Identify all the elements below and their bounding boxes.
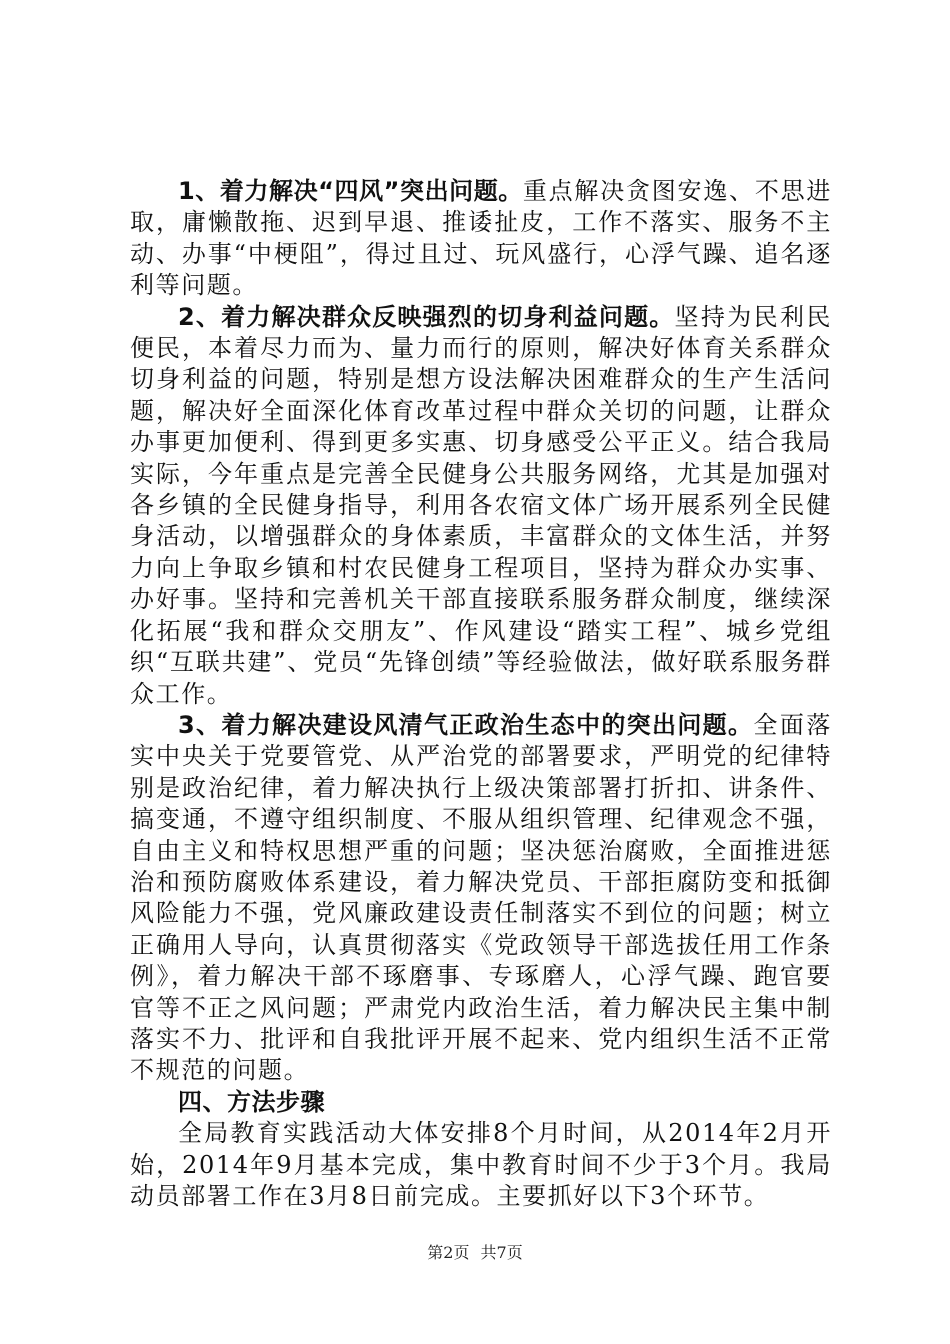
paragraph-lead: 2、着力解决群众反映强烈的切身利益问题。: [178, 302, 675, 331]
page-footer: [0, 1240, 950, 1263]
final-paragraph: 全局教育实践活动大体安排8个月时间，从2014年2月开始，2014年9月基本完成，集中教育时间不少于3个月。我局动员部署工作在3月8日前完成。主要抓好以下3个环节。: [130, 1119, 832, 1210]
paragraph-item-2: [130, 302, 832, 710]
paragraph-text: 重点解决贪图安逸、不思进取，庸懒散拖、迟到早退、推诿扯皮，工作不落实、服务不主动、办事“中梗阻”，得过且过、玩风盛行，心浮气躁、追名逐利等问题。: [130, 177, 832, 300]
page-total: 共7页: [480, 1243, 523, 1262]
paragraph-text: 坚持为民利民便民，本着尽力而为、量力而行的原则，解决好体育关系群众切身利益的问题，特别是想方设法解决困难群众的生产生活问题，解决好全面深化体育改革过程中群众关切的问题，让群众办事更加便利、得到更多实惠、切身感受公平正义。结合我局实际，今年重点是完善全民健身公共服务网络，尤其是加强对各乡镇的全民健身指导，利用各农宿文体广场开展系列全民健身活动，以增强群众的身体素质，丰富群众的文体生活，并努力向上争取乡镇和村农民健身工程项目，坚持为群众办实事、办好事。坚持和完善机关干部直接联系服务群众制度，继续深化拓展“我和群众交朋友”、作风建设“踏实工程”、城乡党组织“互联共建”、党员“先锋创绩”等经验做法，做好联系服务群众工作。: [130, 302, 832, 708]
paragraph-item-1: [130, 176, 832, 302]
paragraph-text: 全面落实中央关于党要管党、从严治党的部署要求，严明党的纪律特别是政治纪律，着力解决执行上级决策部署打折扣、讲条件、搞变通，不遵守组织制度、不服从组织管理、纪律观念不强，自由主义和特权思想严重的问题；坚决惩治腐败，全面推进惩治和预防腐败体系建设，着力解决党员、干部拒腐防变和抵御风险能力不强，党风廉政建设责任制落实不到位的问题；树立正确用人导向，认真贯彻落实《党政领导干部选拔任用工作条例》，着力解决干部不琢磨事、专琢磨人，心浮气躁、跑官要官等不正之风问题；严肃党内政治生活，着力解决民主集中制落实不力、批评和自我批评开展不起来、党内组织生活不正常不规范的问题。: [130, 710, 832, 1085]
page-number: 第2页: [427, 1243, 470, 1262]
paragraph-lead: 3、着力解决建设风清气正政治生态中的突出问题。: [178, 710, 754, 739]
paragraph-item-3: [130, 710, 832, 1087]
section-heading: 四、方法步骤: [178, 1087, 325, 1116]
document-body: [130, 176, 832, 1212]
paragraph-lead: 1、着力解决“四风”突出问题。: [178, 177, 523, 205]
